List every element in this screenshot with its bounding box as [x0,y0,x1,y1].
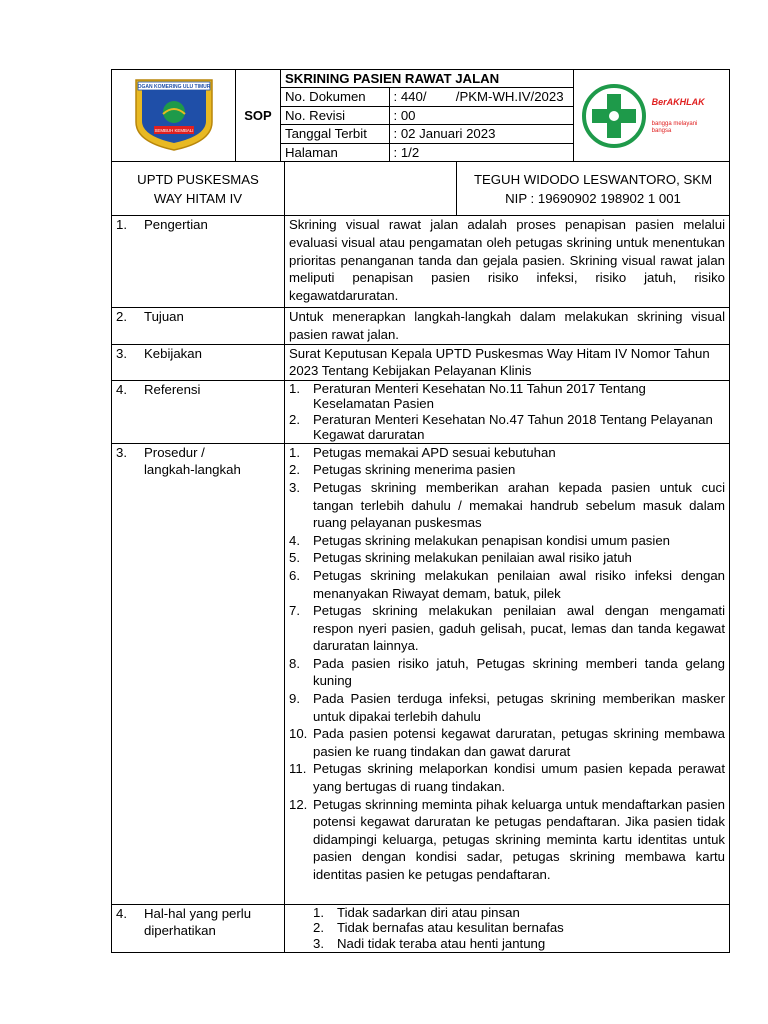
berakhlak-logo-cell [574,70,730,162]
section-number: 4. [116,381,127,397]
list-item: 2. Petugas skrining menerima pasien [289,462,516,478]
health-ministry-logo [580,82,648,150]
sop-header [111,69,730,162]
hal-label-line-2: diperhatikan [144,923,216,939]
meta-label-dokumen: No. Dokumen [281,88,389,106]
list-item: 6. Petugas skrining melakukan penilaian awal risiko infeksi dengan menanyakan Riwayat demam, batuk, pilek [289,567,725,601]
section-label: Kebijakan [144,345,202,361]
org-line-1: UPTD PUSKESMAS [137,171,259,187]
prosedur-label-line-2: langkah-langkah [144,462,241,478]
section-number: 1. [116,217,127,233]
signer-name: TEGUH WIDODO LESWANTORO, SKM [473,171,713,187]
meta-value-dokumen: : 440/ /PKM-WH.IV/2023 [389,88,573,106]
meta-label-revisi: No. Revisi [281,106,389,125]
row-referensi [112,380,730,443]
section-label: Tujuan [144,309,184,325]
section-number: 3. [116,444,127,460]
list-item: 1. Peraturan Menteri Kesehatan No.11 Tahun 2017 Tentang Keselamatan Pasien [289,380,646,412]
row-prosedur [112,443,730,904]
tujuan-text: Untuk menerapkan langkah-langkah dalam melakukan skrining visual pasien rawat jalan. [285,308,730,344]
signature-cell [285,162,457,216]
meta-table [281,88,573,161]
row-hal-hal [112,904,730,952]
list-item: 1. Tidak sadarkan diri atau pinsan [313,904,520,920]
list-item: 12. Petugas skrinning meminta pihak keluarga untuk mendaftarkan pasien potensi kegawat daruratan ke petugas pendaftaran. Jika pasien tidak didampingi keluarga, petugas skrining meminta kartu identitas untuk pasien dengan kondisi sadar, petugas skrining membawa kartu identitas pasien ke petugas pendaftaran. [289,796,725,882]
regency-logo-cell [112,70,236,162]
sop-org-row [111,161,730,216]
hal-list [313,905,725,952]
row-kebijakan [112,344,730,380]
referensi-list [289,381,725,443]
bangga-melayani-text: bangga melayani bangsa [651,120,698,134]
berakhlak-logo-text: BerAKHLAK [651,96,705,107]
regency-logo-top-text: OGAN KOMERING ULU TIMUR [137,84,210,91]
section-label: Referensi [144,381,201,397]
regency-logo [132,74,216,152]
meta-label-tanggal: Tanggal Terbit [281,125,389,144]
prosedur-label-line-1: Prosedur / [144,444,205,460]
list-item: 7. Petugas skrining melakukan penilaian awal dengan mengamati respon nyeri pasien, gaduh gelisah, pucat, lemas dan tanda kegawat daruratan lainnya. [289,603,725,654]
section-number: 4. [116,905,127,921]
row-tujuan [112,308,730,344]
sop-label: SOP [236,70,281,162]
list-item: 3. Nadi tidak teraba atau henti jantung [313,935,546,951]
regency-logo-bottom-text: SEMBUH KEMBALI [153,128,194,134]
section-number: 3. [116,345,127,361]
meta-value-revisi: : 00 [389,106,573,125]
list-item: 4. Petugas skrining melakukan penapisan kondisi umum pasien [289,532,671,548]
list-item: 8. Pada pasien risiko jatuh, Petugas skrining memberi tanda gelang kuning [289,655,725,689]
meta-label-halaman: Halaman [285,144,338,160]
section-label [144,905,251,940]
sop-document [111,69,729,953]
list-item: 5. Petugas skrining melakukan penilaian awal risiko jatuh [289,550,632,566]
section-label [144,444,241,479]
org-name [112,162,285,216]
hal-label-line-1: Hal-hal yang perlu [144,905,252,921]
org-line-2: WAY HITAM IV [153,190,243,206]
list-item: 11. Petugas skrining melaporkan kondisi umum pasien kepada perawat yang bertugas di ruang tindakan. [289,761,725,795]
document-title: SKRINING PASIEN RAWAT JALAN [281,70,573,88]
kebijakan-text: Surat Keputusan Kepala UPTD Puskesmas Way Hitam IV Nomor Tahun 2023 Tentang Kebijakan Pelayanan Klinis [285,344,730,380]
list-item: 1. Petugas memakai APD sesuai kebutuhan [289,444,556,460]
sop-body [111,215,730,952]
list-item: 9. Pada Pasien terduga infeksi, petugas skrining memberikan masker untuk dipakai terlebih dahulu [289,691,725,724]
section-number: 2. [116,309,127,325]
meta-value-halaman: : 1/2 [389,143,573,161]
list-item: 3. Petugas skrining memberikan arahan kepada pasien untuk cuci tangan terlebih dahulu / memakai handrub sebelum masuk dalam ruang pelayanan puskesmas [289,479,725,531]
row-pengertian [112,216,730,308]
list-item: 2. Tidak bernafas atau kesulitan bernafas [313,920,564,936]
meta-value-tanggal: : 02 Januari 2023 [389,125,573,144]
berakhlak-brand [652,97,718,135]
section-label: Pengertian [144,217,208,233]
signer [457,162,730,216]
list-item: 10. Pada pasien potensi kegawat daruratan, petugas skrining membawa pasien ke ruang tindakan dan gawat darurat [289,726,725,759]
prosedur-list [289,444,725,884]
signer-nip: NIP : 19690902 198902 1 001 [505,190,681,206]
list-item: 2. Peraturan Menteri Kesehatan No.47 Tahun 2018 Tentang Pelayanan Kegawat daruratan [289,411,713,443]
pengertian-text: Skrining visual rawat jalan adalah proses penapisan pasien melalui evaluasi visual atau pengamatan oleh petugas skrining untuk menentukan prioritas penanganan tanda dan gejala pasien. Skrining visual rawat jalan meliputi penapisan pasien risiko infeksi, risiko jatuh, risiko kegawatdaruratan. [285,216,730,308]
meta-cell [281,70,574,162]
